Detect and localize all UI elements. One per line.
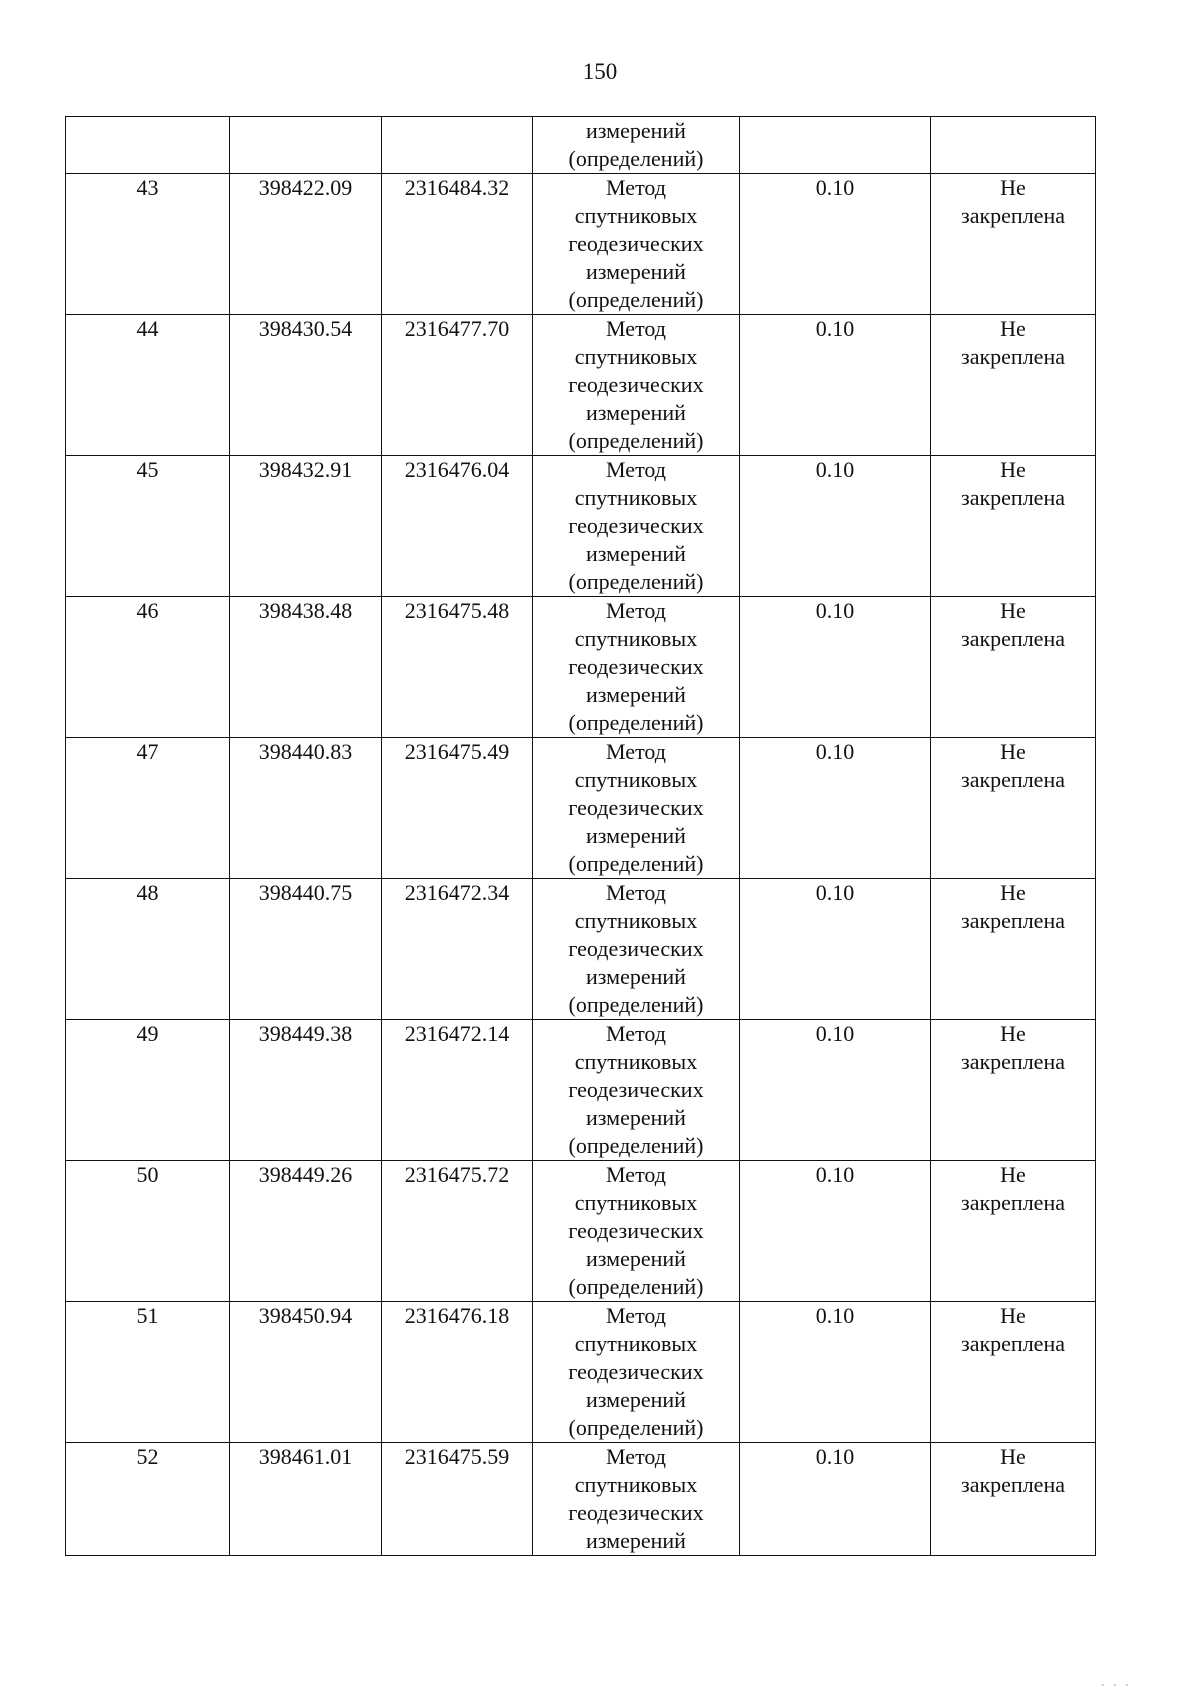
method-line: спутниковых xyxy=(574,1331,698,1356)
method-line: Метод xyxy=(606,457,666,482)
method-line-stack xyxy=(533,1020,739,1160)
method-line: (определений) xyxy=(568,569,704,594)
fixation-line: закреплена xyxy=(961,1472,1065,1497)
method-line: Метод xyxy=(606,880,666,905)
fixation-line: закреплена xyxy=(961,767,1065,792)
method-line: (определений) xyxy=(568,1415,704,1440)
cell-method xyxy=(533,879,740,1020)
cell-point-number xyxy=(66,117,230,174)
method-line: геодезических xyxy=(568,1077,704,1102)
method-line: Метод xyxy=(606,1021,666,1046)
fixation-line: Не xyxy=(1000,880,1026,905)
fixation-line-stack xyxy=(931,1302,1095,1358)
fixation-line-stack xyxy=(931,315,1095,371)
cell-accuracy: 0.10 xyxy=(740,1443,931,1556)
cell-accuracy: 0.10 xyxy=(740,1020,931,1161)
method-line: геодезических xyxy=(568,372,704,397)
method-line: измерений xyxy=(586,1528,686,1553)
cell-method xyxy=(533,174,740,315)
cell-x: 398449.38 xyxy=(230,1020,382,1161)
cell-accuracy: 0.10 xyxy=(740,879,931,1020)
method-line: Метод xyxy=(606,1444,666,1469)
fixation-line-stack xyxy=(931,1443,1095,1499)
fixation-line: Не xyxy=(1000,598,1026,623)
cell-y: 2316484.32 xyxy=(382,174,533,315)
table-row xyxy=(66,174,1096,315)
fixation-line: закреплена xyxy=(961,908,1065,933)
cell-method xyxy=(533,1020,740,1161)
cell-point-number: 46 xyxy=(66,597,230,738)
method-line: (определений) xyxy=(568,1133,704,1158)
cell-fixation xyxy=(931,738,1096,879)
method-line: геодезических xyxy=(568,231,704,256)
fixation-line: закреплена xyxy=(961,626,1065,651)
fixation-line: закреплена xyxy=(961,203,1065,228)
cell-y: 2316477.70 xyxy=(382,315,533,456)
cell-point-number: 49 xyxy=(66,1020,230,1161)
table-row xyxy=(66,597,1096,738)
cell-method xyxy=(533,117,740,174)
fixation-line: Не xyxy=(1000,316,1026,341)
fixation-line: Не xyxy=(1000,1021,1026,1046)
cell-y: 2316475.59 xyxy=(382,1443,533,1556)
cell-x: 398440.83 xyxy=(230,738,382,879)
fixation-line: Не xyxy=(1000,739,1026,764)
method-line-stack xyxy=(533,1443,739,1555)
method-line: (определений) xyxy=(568,851,704,876)
cell-point-number: 52 xyxy=(66,1443,230,1556)
method-line: Метод xyxy=(606,1162,666,1187)
page-number: 150 xyxy=(582,59,618,84)
method-line: геодезических xyxy=(568,1218,704,1243)
fixation-line-stack xyxy=(931,1020,1095,1076)
method-line: (определений) xyxy=(568,287,704,312)
cell-y: 2316476.18 xyxy=(382,1302,533,1443)
method-line: измерений xyxy=(586,541,686,566)
cell-method xyxy=(533,597,740,738)
cell-y: 2316475.72 xyxy=(382,1161,533,1302)
cell-accuracy: 0.10 xyxy=(740,597,931,738)
cell-method xyxy=(533,1302,740,1443)
method-line: спутниковых xyxy=(574,767,698,792)
cell-fixation xyxy=(931,456,1096,597)
method-line: (определений) xyxy=(568,992,704,1017)
table-row xyxy=(66,1020,1096,1161)
method-line: спутниковых xyxy=(574,1190,698,1215)
method-line: геодезических xyxy=(568,513,704,538)
method-line-stack xyxy=(533,597,739,737)
cell-fixation xyxy=(931,117,1096,174)
cell-fixation xyxy=(931,315,1096,456)
method-line: геодезических xyxy=(568,654,704,679)
cell-point-number: 47 xyxy=(66,738,230,879)
method-line-stack xyxy=(533,738,739,878)
cell-method xyxy=(533,1443,740,1556)
fixation-line-stack xyxy=(931,879,1095,935)
method-line-stack xyxy=(533,1302,739,1442)
cell-point-number: 50 xyxy=(66,1161,230,1302)
fixation-line: Не xyxy=(1000,1444,1026,1469)
cell-y: 2316476.04 xyxy=(382,456,533,597)
method-line: Метод xyxy=(606,739,666,764)
method-stack xyxy=(533,117,739,173)
method-line: измерений xyxy=(586,118,686,143)
method-line: спутниковых xyxy=(574,1472,698,1497)
cell-fixation xyxy=(931,1443,1096,1556)
cell-y: 2316475.48 xyxy=(382,597,533,738)
cell-fixation xyxy=(931,1302,1096,1443)
cell-y: 2316475.49 xyxy=(382,738,533,879)
method-line-stack xyxy=(533,879,739,1019)
method-line: Метод xyxy=(606,175,666,200)
fixation-line-stack xyxy=(931,597,1095,653)
method-line: геодезических xyxy=(568,1500,704,1525)
method-line: спутниковых xyxy=(574,485,698,510)
table-row xyxy=(66,456,1096,597)
method-line: Метод xyxy=(606,1303,666,1328)
method-line: спутниковых xyxy=(574,203,698,228)
method-line: (определений) xyxy=(568,710,704,735)
cell-point-number: 45 xyxy=(66,456,230,597)
cell-fixation xyxy=(931,1020,1096,1161)
method-line-stack xyxy=(533,456,739,596)
fixation-line-stack xyxy=(931,456,1095,512)
table-row xyxy=(66,879,1096,1020)
cell-x: 398430.54 xyxy=(230,315,382,456)
method-line: измерений xyxy=(586,400,686,425)
fixation-line: закреплена xyxy=(961,1049,1065,1074)
cell-x: 398450.94 xyxy=(230,1302,382,1443)
method-line: Метод xyxy=(606,316,666,341)
fixation-line: Не xyxy=(1000,175,1026,200)
cell-point-number: 48 xyxy=(66,879,230,1020)
fixation-line-stack xyxy=(931,174,1095,230)
cell-method xyxy=(533,1161,740,1302)
method-line: спутниковых xyxy=(574,344,698,369)
coordinates-table xyxy=(65,116,1096,1556)
table-row xyxy=(66,1443,1096,1556)
method-line: измерений xyxy=(586,1387,686,1412)
fixation-line: закреплена xyxy=(961,1331,1065,1356)
cell-fixation xyxy=(931,597,1096,738)
cell-point-number: 44 xyxy=(66,315,230,456)
cell-method xyxy=(533,315,740,456)
cell-accuracy: 0.10 xyxy=(740,1302,931,1443)
table-row xyxy=(66,1161,1096,1302)
cell-y xyxy=(382,117,533,174)
method-line: измерений xyxy=(586,823,686,848)
cell-x: 398432.91 xyxy=(230,456,382,597)
fixation-line-stack xyxy=(931,738,1095,794)
cell-y: 2316472.14 xyxy=(382,1020,533,1161)
method-line: спутниковых xyxy=(574,626,698,651)
method-line: измерений xyxy=(586,964,686,989)
method-line: геодезических xyxy=(568,936,704,961)
method-line: измерений xyxy=(586,259,686,284)
cell-x: 398440.75 xyxy=(230,879,382,1020)
cell-method xyxy=(533,738,740,879)
method-line: геодезических xyxy=(568,795,704,820)
table-row xyxy=(66,738,1096,879)
cell-accuracy: 0.10 xyxy=(740,1161,931,1302)
method-line: измерений xyxy=(586,1105,686,1130)
continuation-row xyxy=(66,117,1096,174)
fixation-line: закреплена xyxy=(961,1190,1065,1215)
method-line: спутниковых xyxy=(574,908,698,933)
method-line: геодезических xyxy=(568,1359,704,1384)
method-line: измерений xyxy=(586,682,686,707)
cell-accuracy: 0.10 xyxy=(740,315,931,456)
fixation-line-stack xyxy=(931,1161,1095,1217)
cell-x: 398422.09 xyxy=(230,174,382,315)
table-body xyxy=(66,117,1096,1556)
cell-accuracy: 0.10 xyxy=(740,456,931,597)
cell-fixation xyxy=(931,174,1096,315)
method-line: Метод xyxy=(606,598,666,623)
method-line: (определений) xyxy=(568,428,704,453)
cell-x xyxy=(230,117,382,174)
fixation-line: закреплена xyxy=(961,344,1065,369)
scan-artifact: · · · xyxy=(1099,1680,1130,1691)
fixation-line: закреплена xyxy=(961,485,1065,510)
cell-y: 2316472.34 xyxy=(382,879,533,1020)
method-line: измерений xyxy=(586,1246,686,1271)
method-line-stack xyxy=(533,315,739,455)
cell-accuracy xyxy=(740,117,931,174)
table-row xyxy=(66,315,1096,456)
cell-accuracy: 0.10 xyxy=(740,174,931,315)
method-line: (определений) xyxy=(568,1274,704,1299)
method-line-stack xyxy=(533,174,739,314)
fixation-line: Не xyxy=(1000,457,1026,482)
table-row xyxy=(66,1302,1096,1443)
fixation-line: Не xyxy=(1000,1303,1026,1328)
cell-point-number: 51 xyxy=(66,1302,230,1443)
cell-x: 398449.26 xyxy=(230,1161,382,1302)
method-line: спутниковых xyxy=(574,1049,698,1074)
cell-fixation xyxy=(931,1161,1096,1302)
cell-fixation xyxy=(931,879,1096,1020)
fixation-line: Не xyxy=(1000,1162,1026,1187)
cell-accuracy: 0.10 xyxy=(740,738,931,879)
cell-point-number: 43 xyxy=(66,174,230,315)
method-line-stack xyxy=(533,1161,739,1301)
method-line: (определений) xyxy=(568,146,704,171)
cell-x: 398438.48 xyxy=(230,597,382,738)
cell-x: 398461.01 xyxy=(230,1443,382,1556)
cell-method xyxy=(533,456,740,597)
